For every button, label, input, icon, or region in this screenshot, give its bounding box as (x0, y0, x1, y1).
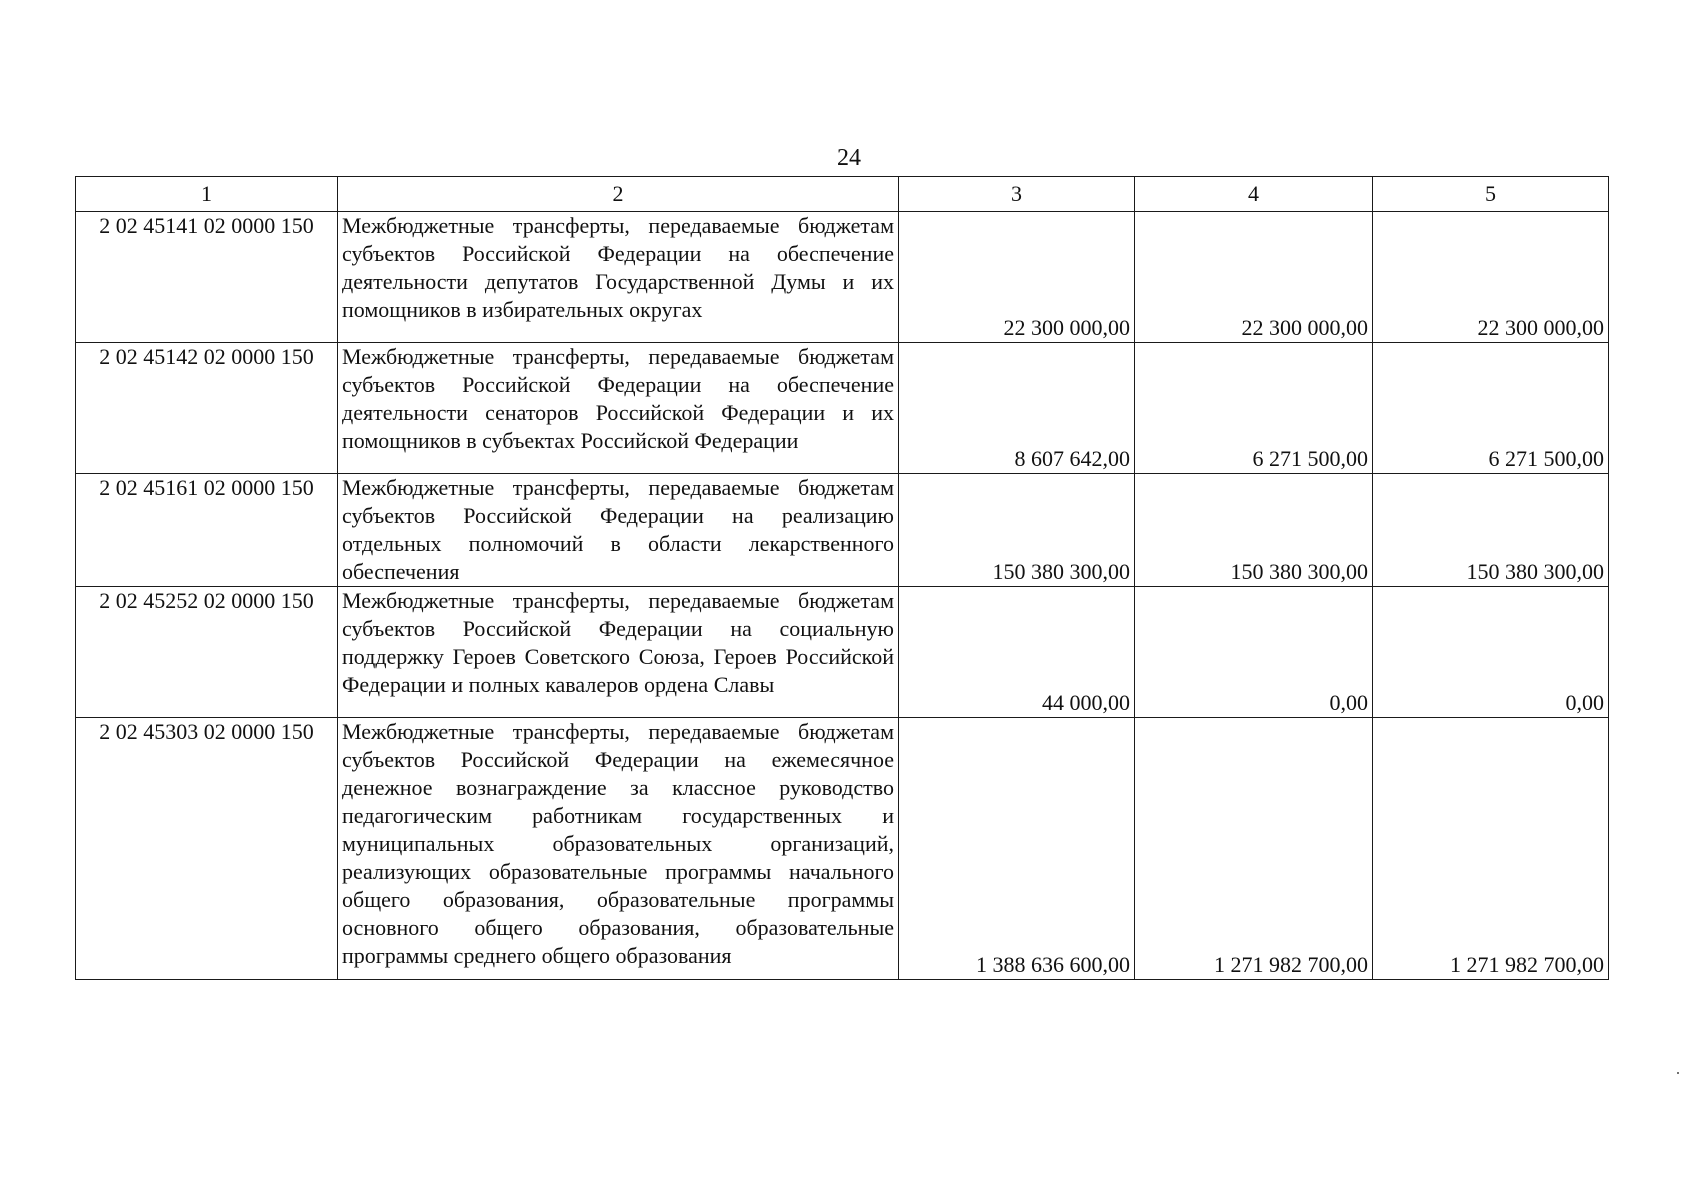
row-value-col3: 44 000,00 (899, 587, 1135, 718)
row-code: 2 02 45141 02 0000 150 (76, 212, 338, 343)
header-col-2: 2 (338, 177, 899, 212)
row-value-col3: 8 607 642,00 (899, 343, 1135, 474)
table-row (76, 212, 1609, 343)
row-value-col3: 1 388 636 600,00 (899, 718, 1135, 980)
row-value-col3: 22 300 000,00 (899, 212, 1135, 343)
row-value-col4: 150 380 300,00 (1135, 474, 1373, 587)
row-value-col5: 0,00 (1373, 587, 1609, 718)
row-description: Межбюджетные трансферты, передаваемые бюджетам субъектов Российской Федерации на ежемесячное денежное вознаграждение за классное руководство педагогическим работникам государственных и муниципальных образовательных организаций, реализующих образовательные программы начального общего образования, образовательные программы основного общего образования, образовательные программы среднего общего образования (338, 718, 899, 980)
row-value-col3: 150 380 300,00 (899, 474, 1135, 587)
table-row (76, 718, 1609, 980)
row-description: Межбюджетные трансферты, передаваемые бюджетам субъектов Российской Федерации на обеспечение деятельности сенаторов Российской Федерации и их помощников в субъектах Российской Федерации (338, 343, 899, 474)
budget-table (75, 176, 1609, 980)
table-row (76, 587, 1609, 718)
row-value-col4: 0,00 (1135, 587, 1373, 718)
row-code: 2 02 45142 02 0000 150 (76, 343, 338, 474)
row-value-col4: 6 271 500,00 (1135, 343, 1373, 474)
row-description: Межбюджетные трансферты, передаваемые бюджетам субъектов Российской Федерации на обеспечение деятельности депутатов Государственной Думы и их помощников в избирательных округах (338, 212, 899, 343)
row-code: 2 02 45161 02 0000 150 (76, 474, 338, 587)
header-col-4: 4 (1135, 177, 1373, 212)
scan-speck (1677, 1072, 1679, 1074)
row-code: 2 02 45303 02 0000 150 (76, 718, 338, 980)
row-code: 2 02 45252 02 0000 150 (76, 587, 338, 718)
table-row (76, 343, 1609, 474)
table-row (76, 474, 1609, 587)
row-value-col5: 6 271 500,00 (1373, 343, 1609, 474)
row-description: Межбюджетные трансферты, передаваемые бюджетам субъектов Российской Федерации на социальную поддержку Героев Советского Союза, Героев Российской Федерации и полных кавалеров ордена Славы (338, 587, 899, 718)
row-value-col5: 22 300 000,00 (1373, 212, 1609, 343)
header-col-5: 5 (1373, 177, 1609, 212)
row-value-col5: 150 380 300,00 (1373, 474, 1609, 587)
row-value-col5: 1 271 982 700,00 (1373, 718, 1609, 980)
row-description: Межбюджетные трансферты, передаваемые бюджетам субъектов Российской Федерации на реализацию отдельных полномочий в области лекарственного обеспечения (338, 474, 899, 587)
page-number: 24 (837, 145, 861, 171)
header-col-1: 1 (76, 177, 338, 212)
header-row (76, 177, 1609, 212)
header-col-3: 3 (899, 177, 1135, 212)
row-value-col4: 1 271 982 700,00 (1135, 718, 1373, 980)
row-value-col4: 22 300 000,00 (1135, 212, 1373, 343)
